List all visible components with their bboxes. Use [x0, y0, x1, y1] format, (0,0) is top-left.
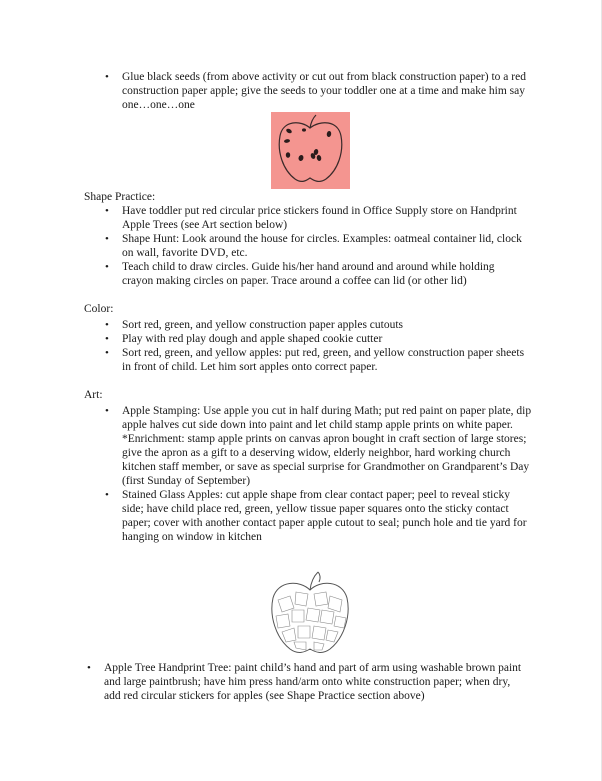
list-item: [105, 332, 532, 346]
bullet-icon: •: [105, 71, 109, 83]
bullet-icon: •: [105, 333, 109, 345]
apple-outline: [272, 583, 348, 652]
list-item: [105, 488, 532, 544]
list-item-text: Have toddler put red circular price stickers found in Office Supply store on Handprint Apple Trees (see Art section below): [122, 205, 517, 231]
intro-list: [105, 70, 527, 112]
bullet-icon: •: [105, 319, 109, 331]
list-item: [105, 204, 527, 232]
list-item-text: Apple Stamping: Use apple you cut in half during Math; put red paint on paper plate, dip apple halves cut side down into paint and let child stamp apple prints on white paper. *Enrichment: stamp apple prints on canvas apron bought in craft section of large stores; give the apron as a gift to a deserving widow, elderly neighbor, hard working church kitchen staff member, or save as special surprise for Grandmother on Grandparent’s Day (first Sunday of September): [122, 405, 532, 487]
bullet-icon: •: [105, 261, 109, 273]
shape-practice-heading: Shape Practice:: [84, 191, 156, 203]
intro-item-text: Glue black seeds (from above activity or cut out from black construction paper) to a red construction paper apple; give the seeds to your toddler one at a time and make him say one…one…one: [122, 71, 526, 111]
bullet-icon: •: [105, 405, 109, 417]
bullet-icon: •: [105, 347, 109, 359]
list-item-text: Apple Tree Handprint Tree: paint child’s hand and part of arm using washable brown paint and large paintbrush; have him press hand/arm onto white construction paper; when dry, add red circular stickers for apples (see Shape Practice section above): [104, 662, 522, 702]
art-heading: Art:: [84, 389, 103, 401]
list-item: [87, 661, 524, 703]
bullet-icon: •: [105, 489, 109, 501]
list-item-text: Sort red, green, and yellow construction paper apples cutouts: [122, 319, 404, 331]
art-list: [105, 404, 532, 544]
list-item-text: Shape Hunt: Look around the house for circles. Examples: oatmeal container lid, clock on wall, favorite DVD, etc.: [122, 233, 522, 259]
intro-list-item: [105, 70, 527, 112]
stained-glass-apple-illustration: [268, 570, 353, 658]
list-item-text: Teach child to draw circles. Guide his/her hand around and around while holding crayon making circles on paper. Trace around a coffee can lid (or other lid): [122, 261, 495, 287]
list-item-text: Sort red, green, and yellow apples: put red, green, and yellow construction paper sheets in front of child. Let him sort apples onto correct paper.: [122, 347, 525, 373]
bullet-icon: •: [105, 233, 109, 245]
handprint-tree-list: [87, 661, 524, 703]
list-item: [105, 318, 532, 332]
list-item: [105, 346, 532, 374]
list-item-text: Play with red play dough and apple shaped cookie cutter: [122, 333, 383, 345]
color-heading: Color:: [84, 303, 114, 315]
bullet-icon: •: [105, 205, 109, 217]
list-item: [105, 260, 527, 288]
color-list: [105, 318, 532, 374]
list-item: [105, 404, 532, 488]
list-item: [105, 232, 527, 260]
bullet-icon: •: [87, 662, 91, 674]
shape-practice-list: [105, 204, 527, 288]
apple-seeds-illustration: [271, 112, 350, 189]
list-item-text: Stained Glass Apples: cut apple shape from clear contact paper; peel to reveal sticky side; have child place red, green, yellow tissue paper squares onto the sticky contact paper; cover with another contact paper apple cutout to seal; punch hole and tie yard for hanging on window in kitchen: [122, 489, 527, 543]
